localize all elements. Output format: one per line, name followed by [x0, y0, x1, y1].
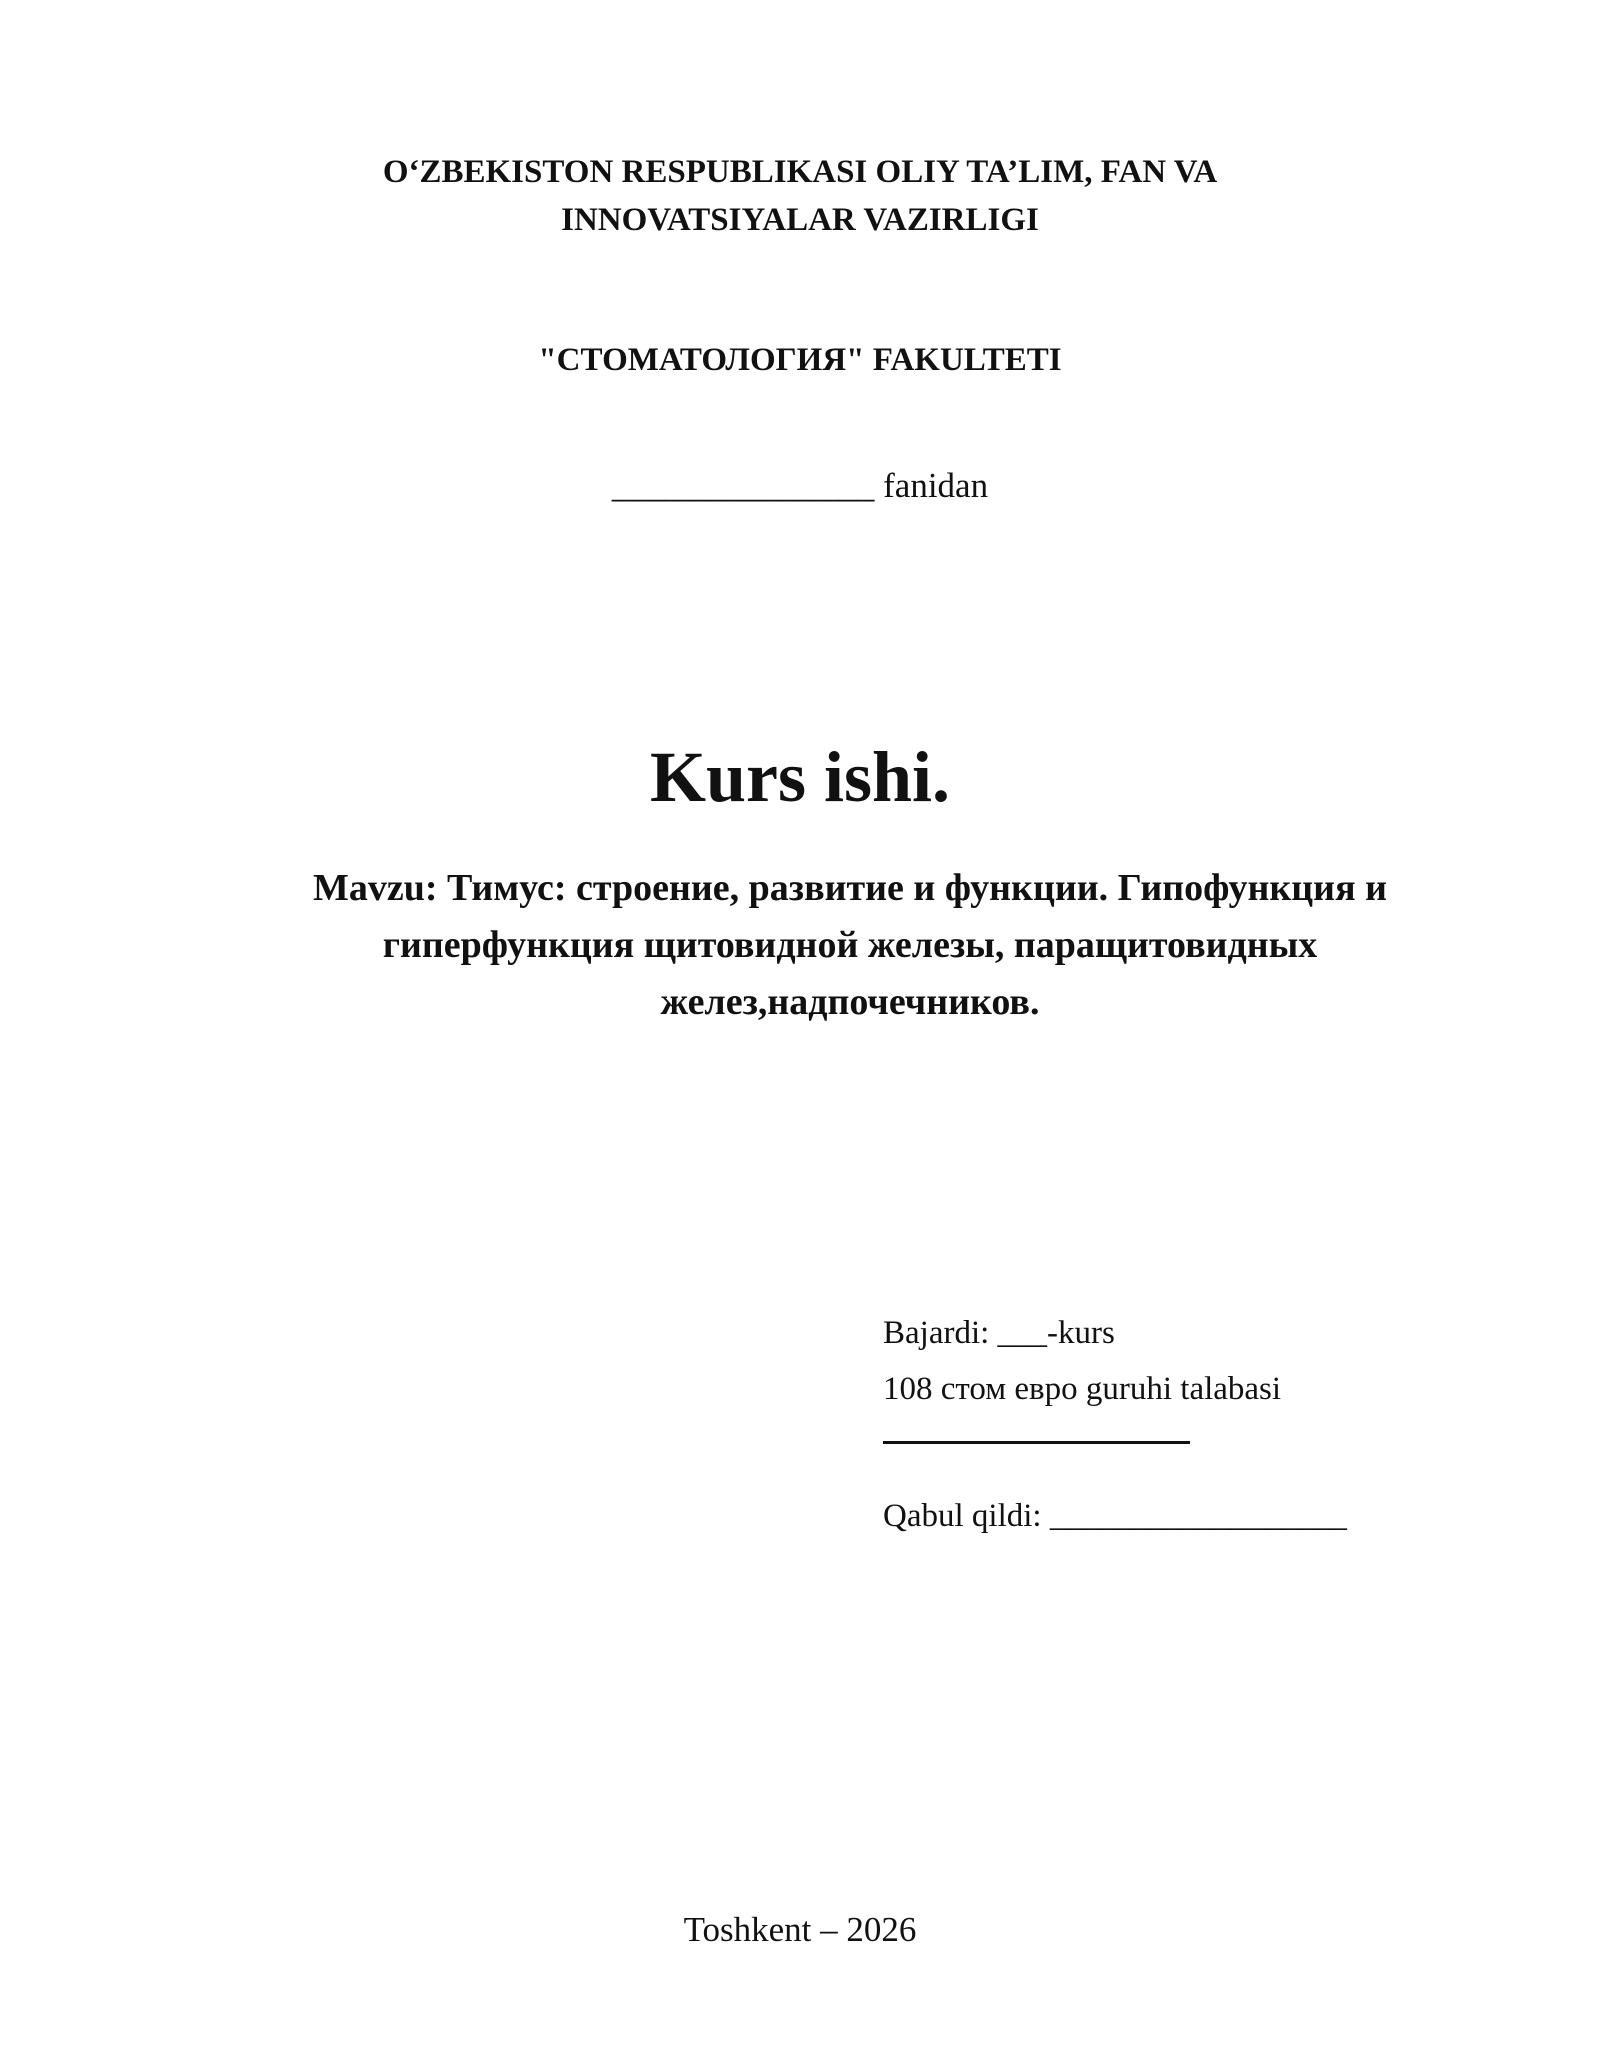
document-title: Kurs ishi.: [649, 737, 951, 817]
faculty-heading: "СТОМАТОЛОГИЯ" FAKULTETI: [538, 342, 1062, 378]
topic-line-2: гиперфункция щитовидной железы, паращитовидных: [382, 924, 1318, 966]
topic-block: [230, 860, 1470, 1031]
ministry-line-1: O‘ZBEKISTON RESPUBLIKASI OLIY TA’LIM, FAN VA: [382, 154, 1218, 190]
topic-line-1: Mavzu: Тимус: строение, развитие и функции. Гипофункция и: [312, 867, 1388, 909]
author-info-block: [883, 1305, 1347, 1544]
group-line: 108 стом евро guruhi talabasi: [883, 1371, 1282, 1407]
qabul-qildi-line: Qabul qildi: __________________: [883, 1498, 1347, 1534]
bajardi-line: Bajardi: ___-kurs: [883, 1315, 1115, 1351]
city-year: Toshkent – 2026: [683, 1910, 917, 1949]
subject-line: _______________ fanidan: [611, 466, 989, 505]
ministry-heading: [0, 148, 1600, 244]
ministry-line-2: INNOVATSIYALAR VAZIRLIGI: [561, 202, 1039, 238]
signature-rule: [883, 1441, 1190, 1444]
topic-line-3: желез,надпочечников.: [660, 981, 1040, 1023]
